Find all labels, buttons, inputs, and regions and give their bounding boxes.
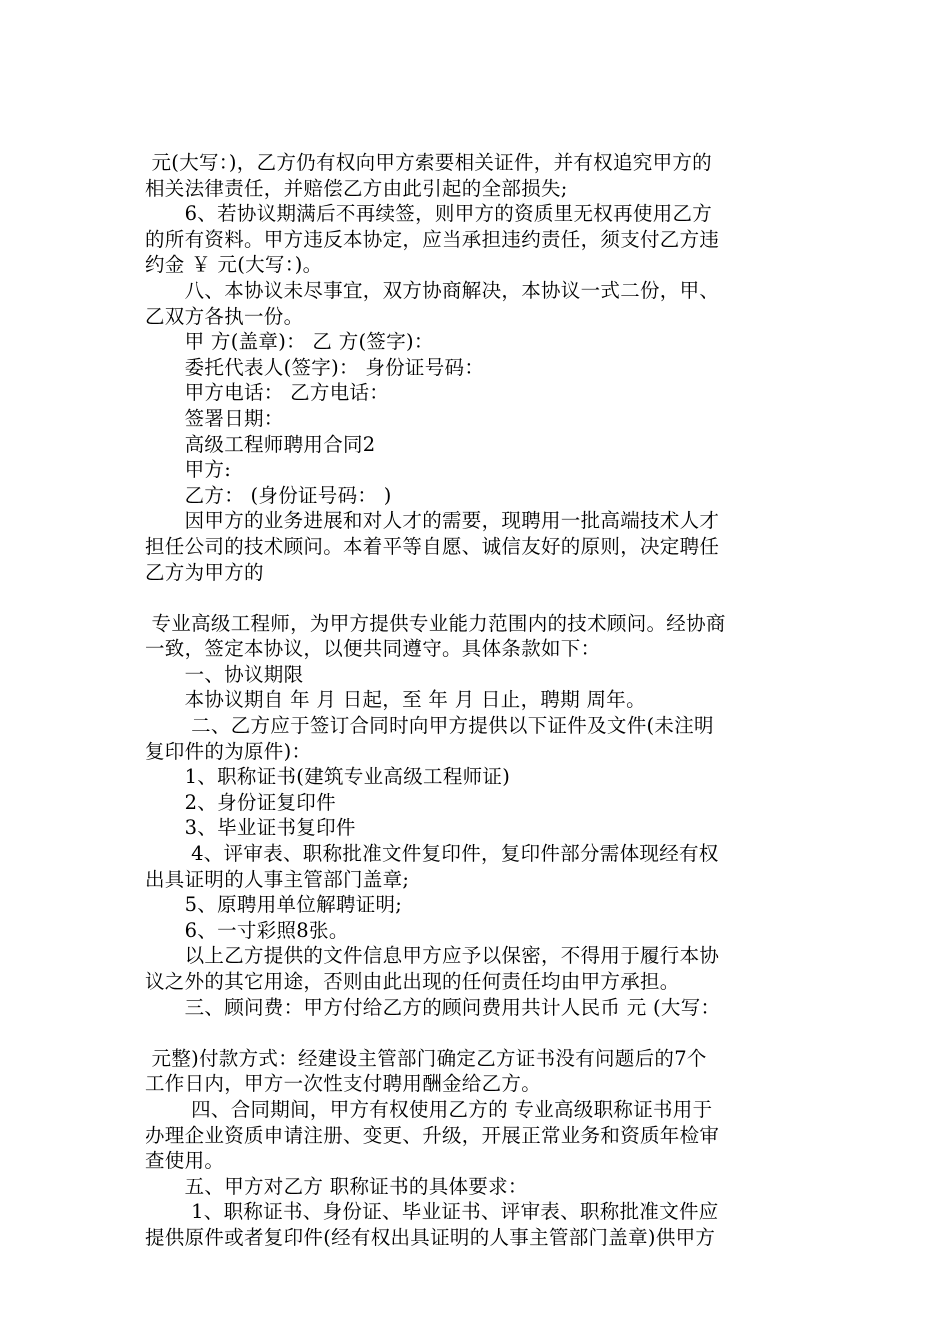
text-line: 乙双方各执一份。 [145, 304, 304, 328]
document-body [145, 150, 825, 1251]
text-line: 乙方： (身份证号码： ) [145, 483, 392, 507]
text-line: 甲方电话： 乙方电话： [145, 381, 390, 405]
text-line: 5、原聘用单位解聘证明; [145, 893, 403, 917]
text-line: 签署日期： [145, 406, 284, 430]
text-line: 3、毕业证书复印件 [145, 816, 356, 840]
text-line: 的所有资料。甲方违反本协定，应当承担违约责任，须支付乙方违 [145, 227, 720, 251]
text-line: 6、若协议期满后不再续签，则甲方的资质里无权再使用乙方 [145, 202, 713, 226]
text-line: 元整)付款方式：经建设主管部门确定乙方证书没有问题后的7个 [145, 1046, 707, 1070]
text-line: 工作日内，甲方一次性支付聘用酬金给乙方。 [145, 1072, 542, 1096]
text-line: 提供原件或者复印件(经有权出具证明的人事主管部门盖章)供甲方 [145, 1225, 716, 1249]
text-line: 高级工程师聘用合同2 [145, 432, 376, 456]
text-line: 二、乙方应于签订合同时向甲方提供以下证件及文件(未注明 [145, 714, 714, 738]
text-line: 一、协议期限 [145, 662, 304, 686]
text-line: 办理企业资质申请注册、变更、升级，开展正常业务和资质年检审 [145, 1123, 720, 1147]
blank-line [145, 1020, 825, 1046]
text-line: 五、甲方对乙方 职称证书的具体要求： [145, 1174, 528, 1198]
text-line: 6、一寸彩照8张。 [145, 918, 349, 942]
text-line: 因甲方的业务进展和对人才的需要，现聘用一批高端技术人才 [145, 509, 720, 533]
text-line: 一致，签定本协议，以便共同遵守。具体条款如下： [145, 637, 601, 661]
text-line: 1、职称证书、身份证、毕业证书、评审表、职称批准文件应 [145, 1200, 719, 1224]
text-line: 委托代表人(签字)： 身份证号码： [145, 355, 485, 379]
text-line: 约金 ￥ 元(大写：)。 [145, 253, 323, 277]
blank-line [145, 585, 825, 611]
text-line: 四、合同期间，甲方有权使用乙方的 专业高级职称证书用于 [145, 1097, 713, 1121]
text-line: 以上乙方提供的文件信息甲方应予以保密，不得用于履行本协 [145, 944, 720, 968]
text-line: 元(大写：)，乙方仍有权向甲方索要相关证件，并有权追究甲方的 [145, 151, 712, 174]
text-line: 出具证明的人事主管部门盖章; [145, 867, 410, 891]
text-line: 乙方为甲方的 [145, 560, 264, 584]
text-line: 甲 方(盖章)： 乙 方(签字)： [145, 330, 434, 354]
text-line: 1、职称证书(建筑专业高级工程师证) [145, 765, 511, 789]
text-line: 复印件的为原件)： [145, 739, 312, 763]
text-line: 相关法律责任，并赔偿乙方由此引起的全部损失; [145, 176, 568, 200]
text-line: 专业高级工程师，为甲方提供专业能力范围内的技术顾问。经协商 [145, 611, 726, 635]
text-line: 三、顾问费：甲方付给乙方的顾问费用共计人民币 元 (大写： [145, 995, 721, 1019]
text-line: 议之外的其它用途，否则由此出现的任何责任均由甲方承担。 [145, 970, 680, 993]
text-line: 甲方: [145, 458, 232, 482]
text-line: 本协议期自 年 月 日起，至 年 月 日止，聘期 周年。 [145, 688, 646, 712]
text-line: 查使用。 [145, 1149, 225, 1173]
text-line: 4、评审表、职称批准文件复印件，复印件部分需体现经有权 [145, 842, 719, 866]
text-line: 2、身份证复印件 [145, 790, 336, 814]
text-line: 担任公司的技术顾问。本着平等自愿、诚信友好的原则，决定聘任 [145, 534, 720, 558]
text-line: 八、本协议未尽事宜，双方协商解决，本协议一式二份，甲、 [145, 278, 720, 302]
